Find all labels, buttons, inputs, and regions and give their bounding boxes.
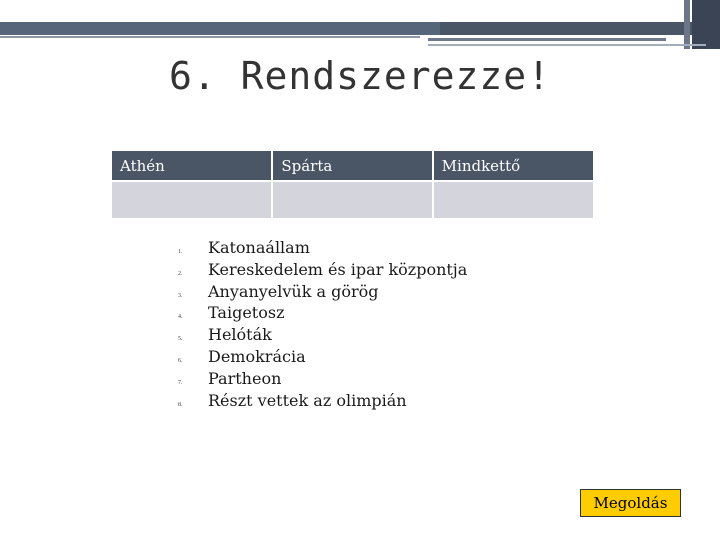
accent-bar (428, 38, 666, 41)
top-right-decorative-block (692, 0, 720, 49)
list-item-number: 5. (178, 336, 183, 343)
sorting-table (112, 151, 593, 218)
answer-cell-athen[interactable] (112, 181, 272, 218)
list-item-text: Helóták (208, 325, 272, 345)
list-item-text: Taigetosz (208, 303, 285, 323)
list-item-number: 8. (178, 401, 183, 408)
column-header-mindketto: Mindkettő (433, 151, 593, 181)
answer-cell-sparta[interactable] (272, 181, 432, 218)
top-decorative-band (0, 22, 698, 35)
list-item-text: Részt vettek az olimpián (208, 390, 407, 410)
top-decorative-line (0, 36, 420, 38)
table-row (112, 181, 593, 218)
column-header-sparta: Spárta (272, 151, 432, 181)
list-item (178, 238, 467, 260)
list-item (178, 260, 467, 282)
list-item (178, 325, 467, 347)
list-item-number: 2. (178, 270, 183, 277)
list-item (178, 282, 467, 304)
top-decorative-band-light (0, 22, 440, 35)
item-list (178, 238, 467, 412)
list-item-text: Partheon (208, 368, 282, 388)
list-item-number: 6. (178, 357, 183, 364)
list-item-text: Demokrácia (208, 346, 306, 366)
list-item-number: 1. (178, 249, 183, 255)
list-item-text: Katonaállam (208, 238, 310, 257)
list-item (178, 347, 467, 369)
accent-bar-secondary (428, 44, 706, 46)
table-header-row (112, 151, 593, 181)
list-item-number: 3. (178, 292, 183, 299)
list-item (178, 369, 467, 391)
solution-button[interactable]: Megoldás (580, 489, 681, 517)
list-item (178, 391, 467, 413)
list-item (178, 303, 467, 325)
list-item-text: Kereskedelem és ipar központja (208, 259, 468, 279)
column-header-athen: Athén (112, 151, 272, 181)
list-item-number: 7. (178, 379, 183, 386)
list-item-number: 4. (178, 314, 183, 321)
slide-title: 6. Rendszerezze! (168, 54, 552, 98)
list-item-text: Anyanyelvük a görög (208, 281, 379, 301)
answer-cell-mindketto[interactable] (433, 181, 593, 218)
